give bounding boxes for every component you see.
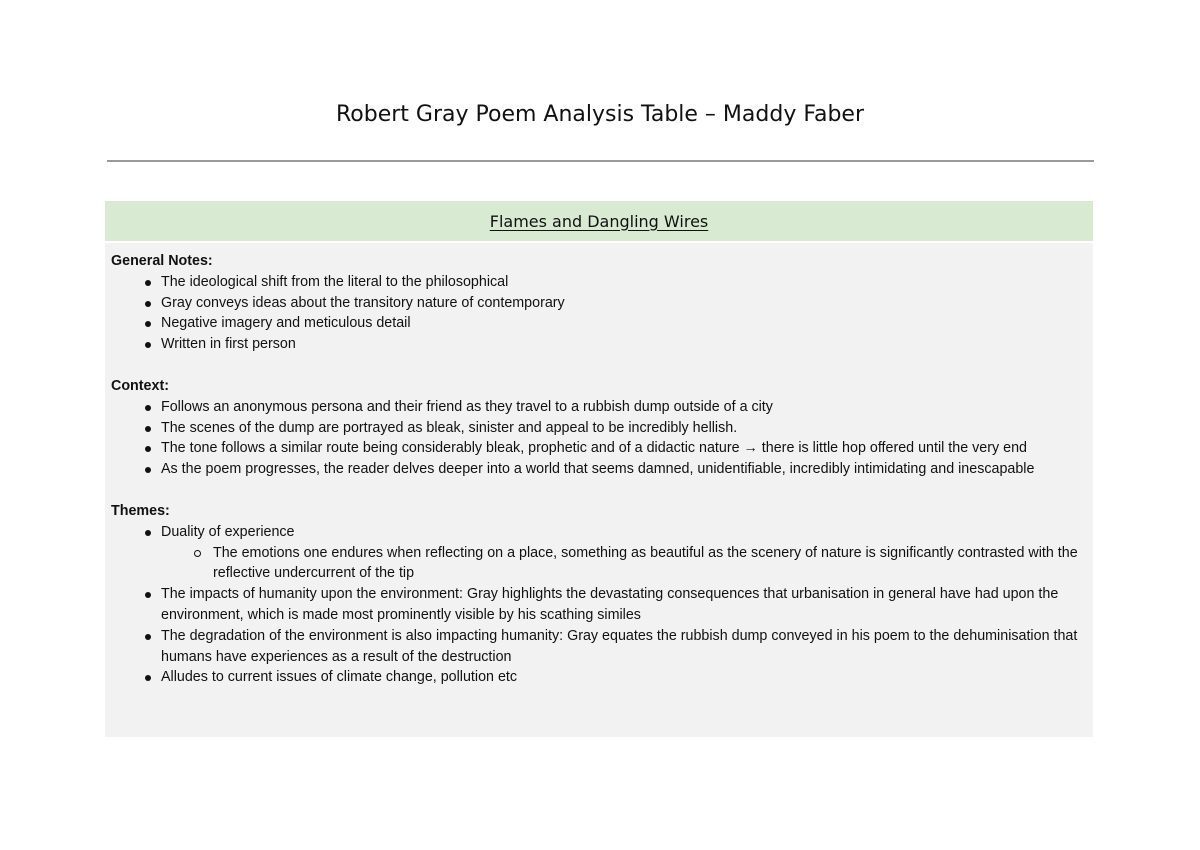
- bullet-list: [111, 397, 1087, 480]
- table-body: [105, 243, 1093, 737]
- table-header: [105, 201, 1093, 241]
- list-item: Written in first person: [111, 334, 1087, 355]
- list-item: Duality of experience: [111, 522, 1087, 543]
- list-item: Follows an anonymous persona and their friend as they travel to a rubbish dump outside of a city: [111, 397, 1087, 418]
- list-item: The tone follows a similar route being considerably bleak, prophetic and of a didactic nature → there is little hop offered until the very end: [111, 438, 1087, 459]
- list-item: The impacts of humanity upon the environment: Gray highlights the devastating consequences that urbanisation in general have had upon the environment, which is made most prominently visible by his scathing similes: [111, 584, 1087, 626]
- title-divider: [107, 160, 1094, 162]
- bullet-list: [111, 272, 1087, 355]
- list-item: Gray conveys ideas about the transitory nature of contemporary: [111, 293, 1087, 314]
- section-general-notes: [111, 251, 1087, 355]
- section-context: [111, 376, 1087, 480]
- section-heading: Themes:: [111, 502, 170, 519]
- section-themes: [111, 501, 1087, 688]
- section-heading: General Notes:: [111, 253, 213, 269]
- section-heading: Context:: [111, 377, 169, 394]
- bullet-list: [111, 522, 1087, 688]
- document-title: Robert Gray Poem Analysis Table – Maddy Faber: [336, 102, 864, 127]
- poem-title: Flames and Dangling Wires: [489, 211, 709, 231]
- list-item: The ideological shift from the literal to the philosophical: [111, 272, 1087, 293]
- list-item: Alludes to current issues of climate change, pollution etc: [111, 667, 1087, 688]
- list-item: As the poem progresses, the reader delves deeper into a world that seems damned, unidentifiable, incredibly intimidating and inescapable: [111, 459, 1087, 480]
- list-item: The degradation of the environment is also impacting humanity: Gray equates the rubbish dump conveyed in his poem to the dehuminisation that humans have experiences as a result of the destruction: [111, 626, 1087, 668]
- sub-list-item: The emotions one endures when reflecting on a place, something as beautiful as the scenery of nature is significantly contrasted with the reflective undercurrent of the tip: [111, 543, 1087, 585]
- list-item: Negative imagery and meticulous detail: [111, 313, 1087, 334]
- list-item: The scenes of the dump are portrayed as bleak, sinister and appeal to be incredibly hellish.: [111, 418, 1087, 439]
